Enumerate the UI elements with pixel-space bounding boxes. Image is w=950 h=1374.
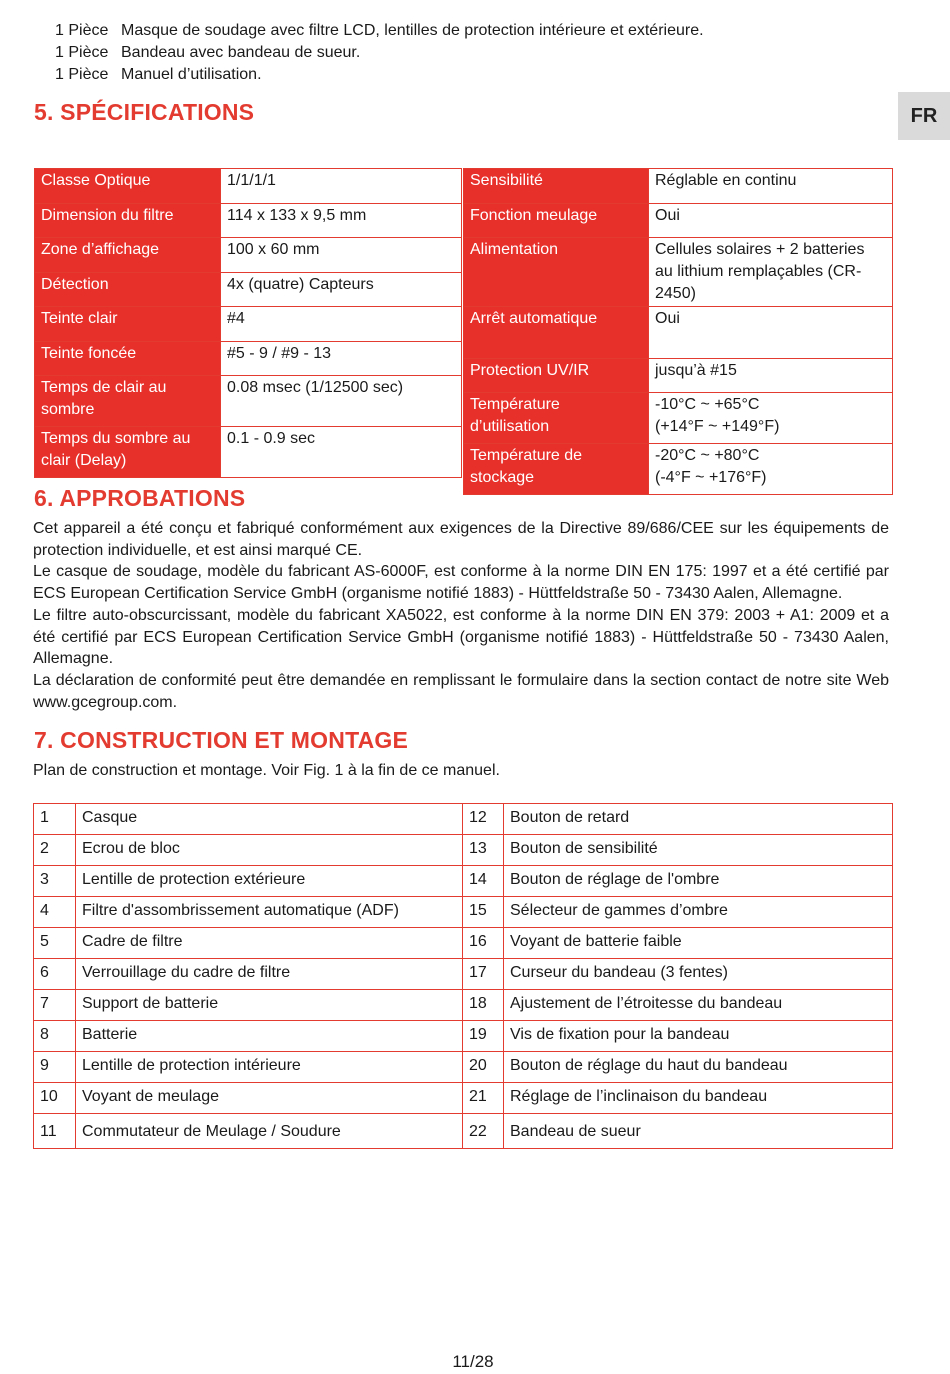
- part-number: 2: [34, 835, 76, 866]
- part-name: Support de batterie: [76, 990, 463, 1021]
- part-number: 19: [463, 1021, 504, 1052]
- spec-label: Teinte foncée: [35, 342, 221, 376]
- part-number: 14: [463, 866, 504, 897]
- package-item: [55, 64, 704, 86]
- spec-value: 100 x 60 mm: [221, 238, 462, 273]
- approbation-paragraph: Cet appareil a été conçu et fabriqué conformément aux exigences de la Directive 89/686/CEE sur les équipements de protection individuelle, et est ainsi marqué CE.: [33, 520, 889, 559]
- spec-row: [35, 169, 462, 204]
- section-title-construction: 7. CONSTRUCTION ET MONTAGE: [34, 727, 409, 753]
- part-number: 8: [34, 1021, 76, 1052]
- spec-label: Zone d’affichage: [35, 238, 221, 273]
- part-name: Cadre de filtre: [76, 928, 463, 959]
- part-name: Bandeau de sueur: [504, 1114, 893, 1149]
- part-number: 15: [463, 897, 504, 928]
- spec-row: [35, 427, 462, 478]
- part-name: Lentille de protection intérieure: [76, 1052, 463, 1083]
- spec-value: Oui: [649, 307, 893, 359]
- part-number: 7: [34, 990, 76, 1021]
- part-name: Batterie: [76, 1021, 463, 1052]
- spec-label: Protection UV/IR: [464, 359, 649, 393]
- approbation-paragraph: Le casque de soudage, modèle du fabricant AS-6000F, est conforme à la norme DIN EN 175: 1997 et a été certifié par ECS European Certification Service GmbH (organisme notifié 1883) - Hüttfeldstraße 50 - 73430 Aalen, Allemagne.: [33, 563, 889, 602]
- part-name: Réglage de l’inclinaison du bandeau: [504, 1083, 893, 1114]
- parts-table: [33, 803, 893, 1149]
- spec-row: [464, 238, 893, 307]
- spec-label: Fonction meulage: [464, 204, 649, 238]
- part-number: 3: [34, 866, 76, 897]
- spec-value: [649, 393, 893, 444]
- package-qty: 1 Pièce: [55, 44, 109, 61]
- spec-value: Oui: [649, 204, 893, 238]
- package-qty: 1 Pièce: [55, 22, 109, 39]
- approbation-paragraph: Le filtre auto-obscurcissant, modèle du fabricant XA5022, est conforme à la norme DIN EN 379: 2003 + A1: 2009 et a été certifié par ECS European Certification Service GmbH (organisme notifié 1883) - Hüttfeldstraße 50 - 73430 Aalen, Allemagne.: [33, 607, 889, 668]
- spec-label: Dimension du filtre: [35, 204, 221, 238]
- spec-row: [35, 238, 462, 273]
- parts-row: [34, 990, 893, 1021]
- spec-value: [649, 444, 893, 495]
- part-name: Bouton de réglage de l'ombre: [504, 866, 893, 897]
- parts-row: [34, 928, 893, 959]
- part-number: 11: [34, 1114, 76, 1149]
- package-contents: [55, 20, 704, 86]
- part-name: Sélecteur de gammes d’ombre: [504, 897, 893, 928]
- spec-value-imperial: (-4°F ~ +176°F): [655, 469, 767, 486]
- spec-label: Température d’utilisation: [464, 393, 649, 444]
- parts-row: [34, 1021, 893, 1052]
- page-number: 11/28: [452, 1352, 494, 1371]
- part-number: 1: [34, 804, 76, 835]
- part-number: 18: [463, 990, 504, 1021]
- spec-label: Classe Optique: [35, 169, 221, 204]
- section-title-specifications: 5. SPÉCIFICATIONS: [34, 99, 255, 125]
- spec-row: [464, 444, 893, 495]
- part-name: Voyant de batterie faible: [504, 928, 893, 959]
- spec-value: 1/1/1/1: [221, 169, 462, 204]
- spec-label: Teinte clair: [35, 307, 221, 342]
- spec-value: Cellules solaires + 2 batteries au lithium remplaçables (CR-2450): [649, 238, 893, 307]
- part-number: 17: [463, 959, 504, 990]
- spec-value: jusqu’à #15: [649, 359, 893, 393]
- spec-row: [35, 376, 462, 427]
- spec-row: [464, 307, 893, 359]
- part-number: 16: [463, 928, 504, 959]
- part-name: Verrouillage du cadre de filtre: [76, 959, 463, 990]
- part-number: 21: [463, 1083, 504, 1114]
- spec-label: Sensibilité: [464, 169, 649, 204]
- spec-row: [464, 204, 893, 238]
- package-desc: Manuel d’utilisation.: [121, 66, 262, 83]
- part-name: Ajustement de l’étroitesse du bandeau: [504, 990, 893, 1021]
- spec-value: 0.1 - 0.9 sec: [221, 427, 462, 478]
- spec-row: [464, 393, 893, 444]
- construction-intro: Plan de construction et montage. Voir Fig. 1 à la fin de ce manuel.: [33, 762, 500, 779]
- package-desc: Bandeau avec bandeau de sueur.: [121, 44, 361, 61]
- spec-value-imperial: (+14°F ~ +149°F): [655, 418, 780, 435]
- part-number: 13: [463, 835, 504, 866]
- part-name: Lentille de protection extérieure: [76, 866, 463, 897]
- part-number: 9: [34, 1052, 76, 1083]
- spec-row: [35, 204, 462, 238]
- package-item: [55, 42, 704, 64]
- spec-row: [35, 273, 462, 307]
- part-name: Filtre d'assombrissement automatique (ADF): [76, 897, 463, 928]
- parts-row: [34, 897, 893, 928]
- part-name: Bouton de sensibilité: [504, 835, 893, 866]
- parts-row: [34, 804, 893, 835]
- spec-value: 0.08 msec (1/12500 sec): [221, 376, 462, 427]
- spec-table-right: [463, 168, 893, 495]
- parts-row: [34, 1114, 893, 1149]
- spec-label: Détection: [35, 273, 221, 307]
- approbation-paragraph: La déclaration de conformité peut être demandée en remplissant le formulaire dans la section contact de notre site Web www.gcegroup.com.: [33, 672, 889, 711]
- parts-row: [34, 1083, 893, 1114]
- spec-value: 114 x 133 x 9,5 mm: [221, 204, 462, 238]
- spec-row: [35, 307, 462, 342]
- spec-label: Température de stockage: [464, 444, 649, 495]
- spec-value: #4: [221, 307, 462, 342]
- part-name: Commutateur de Meulage / Soudure: [76, 1114, 463, 1149]
- part-name: Bouton de réglage du haut du bandeau: [504, 1052, 893, 1083]
- package-desc: Masque de soudage avec filtre LCD, lentilles de protection intérieure et extérieure.: [121, 22, 704, 39]
- part-number: 10: [34, 1083, 76, 1114]
- spec-label: Alimentation: [464, 238, 649, 307]
- parts-row: [34, 959, 893, 990]
- parts-row: [34, 835, 893, 866]
- spec-row: [464, 359, 893, 393]
- spec-value: Réglable en continu: [649, 169, 893, 204]
- spec-value: 4x (quatre) Capteurs: [221, 273, 462, 307]
- spec-value-metric: -10°C ~ +65°C: [655, 396, 760, 413]
- part-number: 4: [34, 897, 76, 928]
- part-name: Casque: [76, 804, 463, 835]
- package-item: [55, 20, 704, 42]
- part-name: Ecrou de bloc: [76, 835, 463, 866]
- part-number: 6: [34, 959, 76, 990]
- part-number: 20: [463, 1052, 504, 1083]
- spec-table-left: [34, 168, 462, 478]
- part-name: Voyant de meulage: [76, 1083, 463, 1114]
- part-name: Bouton de retard: [504, 804, 893, 835]
- part-number: 5: [34, 928, 76, 959]
- spec-row: [464, 169, 893, 204]
- spec-label: Temps du sombre au clair (Delay): [35, 427, 221, 478]
- part-name: Vis de fixation pour la bandeau: [504, 1021, 893, 1052]
- language-tab: FR: [898, 92, 950, 140]
- part-name: Curseur du bandeau (3 fentes): [504, 959, 893, 990]
- spec-row: [35, 342, 462, 376]
- spec-label: Arrêt automatique: [464, 307, 649, 359]
- parts-row: [34, 866, 893, 897]
- spec-label: Temps de clair au sombre: [35, 376, 221, 427]
- parts-row: [34, 1052, 893, 1083]
- spec-value-metric: -20°C ~ +80°C: [655, 447, 760, 464]
- section-title-approbations: 6. APPROBATIONS: [34, 485, 246, 511]
- package-qty: 1 Pièce: [55, 66, 109, 83]
- part-number: 12: [463, 804, 504, 835]
- part-number: 22: [463, 1114, 504, 1149]
- spec-value: #5 - 9 / #9 - 13: [221, 342, 462, 376]
